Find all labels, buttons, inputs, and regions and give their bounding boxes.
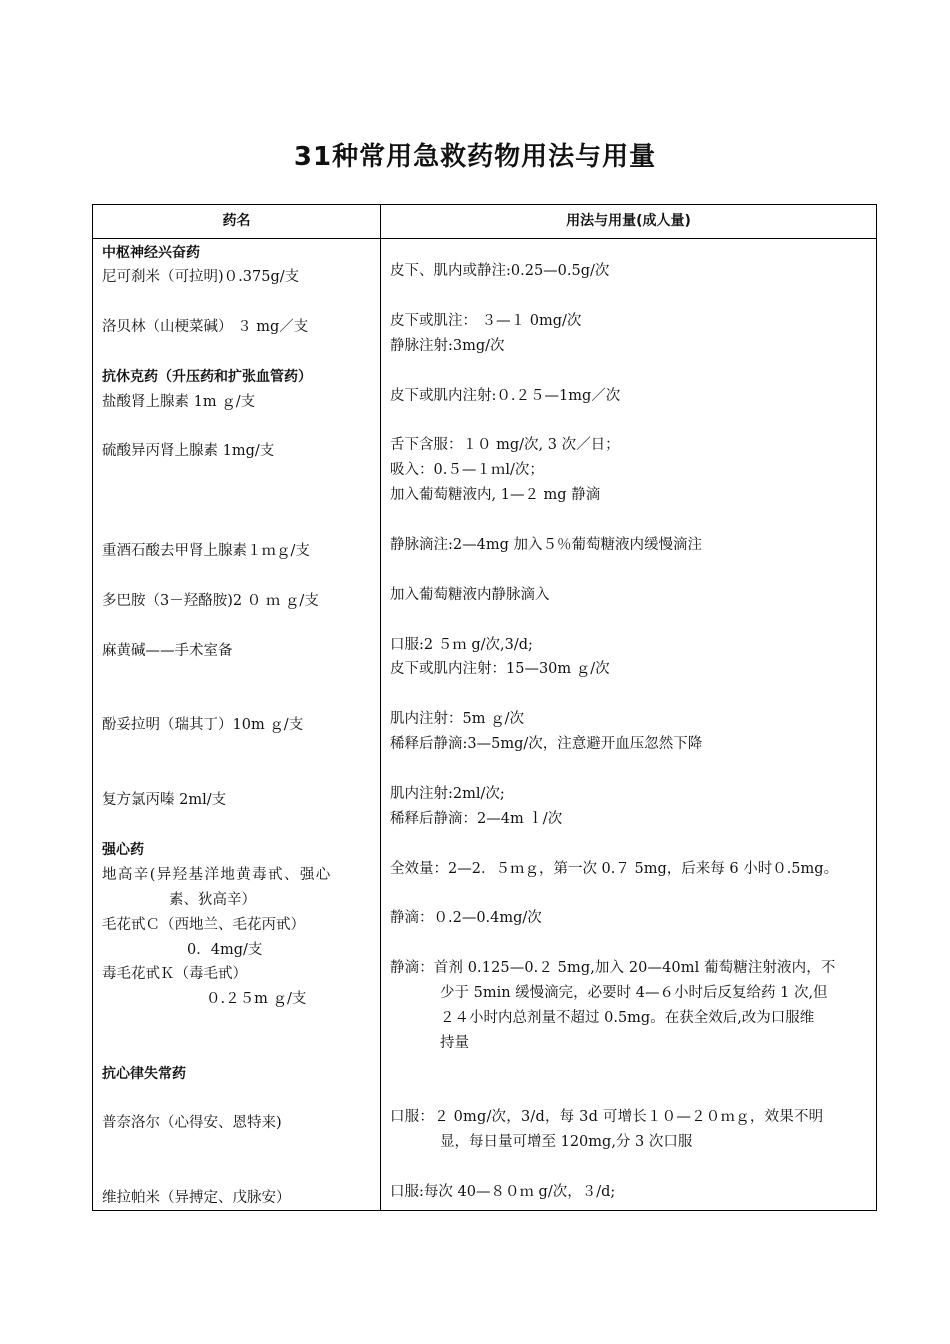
usage-digoxin: 全效量：2—2．５ｍｇ，第一次 0.７ 5mg，后来每 6 小时０.5mg。: [390, 861, 839, 877]
usage-propranolol-line2: 显，每日量可增至 120mg,分 3 次口服: [440, 1134, 693, 1150]
usage-isoprenaline-sublingual: 舌下含服：１０ mg/次, 3 次／日；: [390, 437, 620, 453]
usage-norepinephrine: 静脉滴注:2—4mg 加入５％葡萄糖液内缓慢滴注: [390, 537, 702, 553]
usage-lobeline-iv: 静脉注射:3mg/次: [390, 338, 505, 354]
drug-ephedrine: 麻黄碱——手术室备: [102, 643, 233, 659]
usage-nikethamide: 皮下、肌内或静注:0.25—0.5g/次: [390, 263, 610, 279]
drug-nikethamide: 尼可刹米（可拉明)０.375g/支: [102, 269, 300, 285]
drug-lanatoside-c: 毛花甙Ｃ（西地兰、毛花丙甙）: [102, 917, 305, 933]
drug-phentolamine: 酚妥拉明（瑞其丁）10m ｇ/支: [102, 717, 304, 733]
usage-ephedrine-oral: 口服:2 ５ｍ g/次,3/d;: [390, 637, 533, 653]
usage-verapamil: 口服:每次 40—８０ｍ g/次，３/d;: [390, 1184, 616, 1200]
usage-lobeline-im: 皮下或肌注： ３—１ 0mg/次: [390, 313, 582, 329]
column-divider: [380, 205, 381, 1210]
category-cns-stimulants: 中枢神经兴奋药: [102, 245, 200, 261]
usage-phentolamine-im: 肌内注射：5m ｇ/次: [390, 711, 524, 727]
header-drug-name: 药名: [222, 213, 251, 229]
category-antishock: 抗休克药（升压药和扩张血管药）: [102, 369, 312, 385]
category-antiarrhythmics: 抗心律失常药: [102, 1066, 186, 1082]
drug-dopamine: 多巴胺（3－羟酪胺)2 ０ ｍ ｇ/支: [102, 593, 319, 609]
usage-strophanthin-line3: ２４小时内总剂量不超过 0.5mg。在获全效后,改为口服维: [440, 1010, 815, 1026]
usage-chlorpromazine-drip: 稀释后静滴：2—4m ｌ/次: [390, 811, 563, 827]
drug-digoxin: 地高辛(异羟基洋地黄毒甙、强心: [102, 867, 332, 883]
usage-dopamine: 加入葡萄糖液内静脉滴入: [390, 587, 550, 603]
drug-lobeline: 洛贝林（山梗菜碱） ３ mg／支: [102, 319, 309, 335]
usage-isoprenaline-inhaled: 吸入：0.５—１ｍl/次；: [390, 462, 544, 478]
usage-chlorpromazine-im: 肌内注射:2ml/次;: [390, 786, 505, 802]
usage-epinephrine: 皮下或肌内注射:０.２５—1mg／次: [390, 388, 621, 404]
drug-verapamil: 维拉帕米（异搏定、戊脉安）: [102, 1190, 291, 1206]
usage-ephedrine-injection: 皮下或肌内注射：15—30m ｇ/次: [390, 661, 610, 677]
drug-strophanthin-k-dose: ０.２５m ｇ/支: [206, 991, 307, 1007]
drug-lanatoside-c-dose: 0．4mg/支: [187, 942, 263, 958]
usage-lanatoside-c: 静滴：０.2—0.4mg/次: [390, 910, 542, 926]
header-usage-dosage: 用法与用量(成人量): [566, 213, 691, 229]
page-title: 31种常用急救药物用法与用量: [293, 142, 657, 172]
usage-strophanthin-line2: 少于 5min 缓慢滴完，必要时 4—６小时后反复给药 1 次,但: [440, 985, 828, 1001]
drug-digoxin-aliases: 素、狄高辛）: [169, 892, 256, 908]
category-cardiotonics: 强心药: [102, 842, 144, 858]
header-divider: [93, 238, 876, 239]
usage-strophanthin-line4: 持量: [440, 1035, 469, 1051]
drug-propranolol: 普奈洛尔（心得安、恩特来): [102, 1115, 282, 1131]
usage-propranolol-line1: 口服：２ 0mg/次，3/d，每 3d 可增长１０—２０ｍｇ，效果不明: [390, 1109, 824, 1125]
usage-strophanthin-line1: 静滴：首剂 0.125—0.２ 5mg,加入 20—40ml 葡萄糖注射液内，不: [390, 960, 836, 976]
drug-compound-chlorpromazine: 复方氯丙嗪 2ml/支: [102, 792, 227, 808]
drug-epinephrine: 盐酸肾上腺素 1m ｇ/支: [102, 394, 256, 410]
drug-norepinephrine: 重酒石酸去甲肾上腺素１ｍｇ/支: [102, 543, 310, 559]
usage-phentolamine-drip: 稀释后静滴:3—5mg/次，注意避开血压忽然下降: [390, 736, 703, 752]
drug-strophanthin-k: 毒毛花甙Ｋ（毒毛甙）: [102, 966, 247, 982]
drug-table: [92, 204, 877, 1211]
drug-isoprenaline: 硫酸异丙肾上腺素 1mg/支: [102, 443, 275, 459]
usage-isoprenaline-drip: 加入葡萄糖液内, 1—２ mg 静滴: [390, 487, 601, 503]
